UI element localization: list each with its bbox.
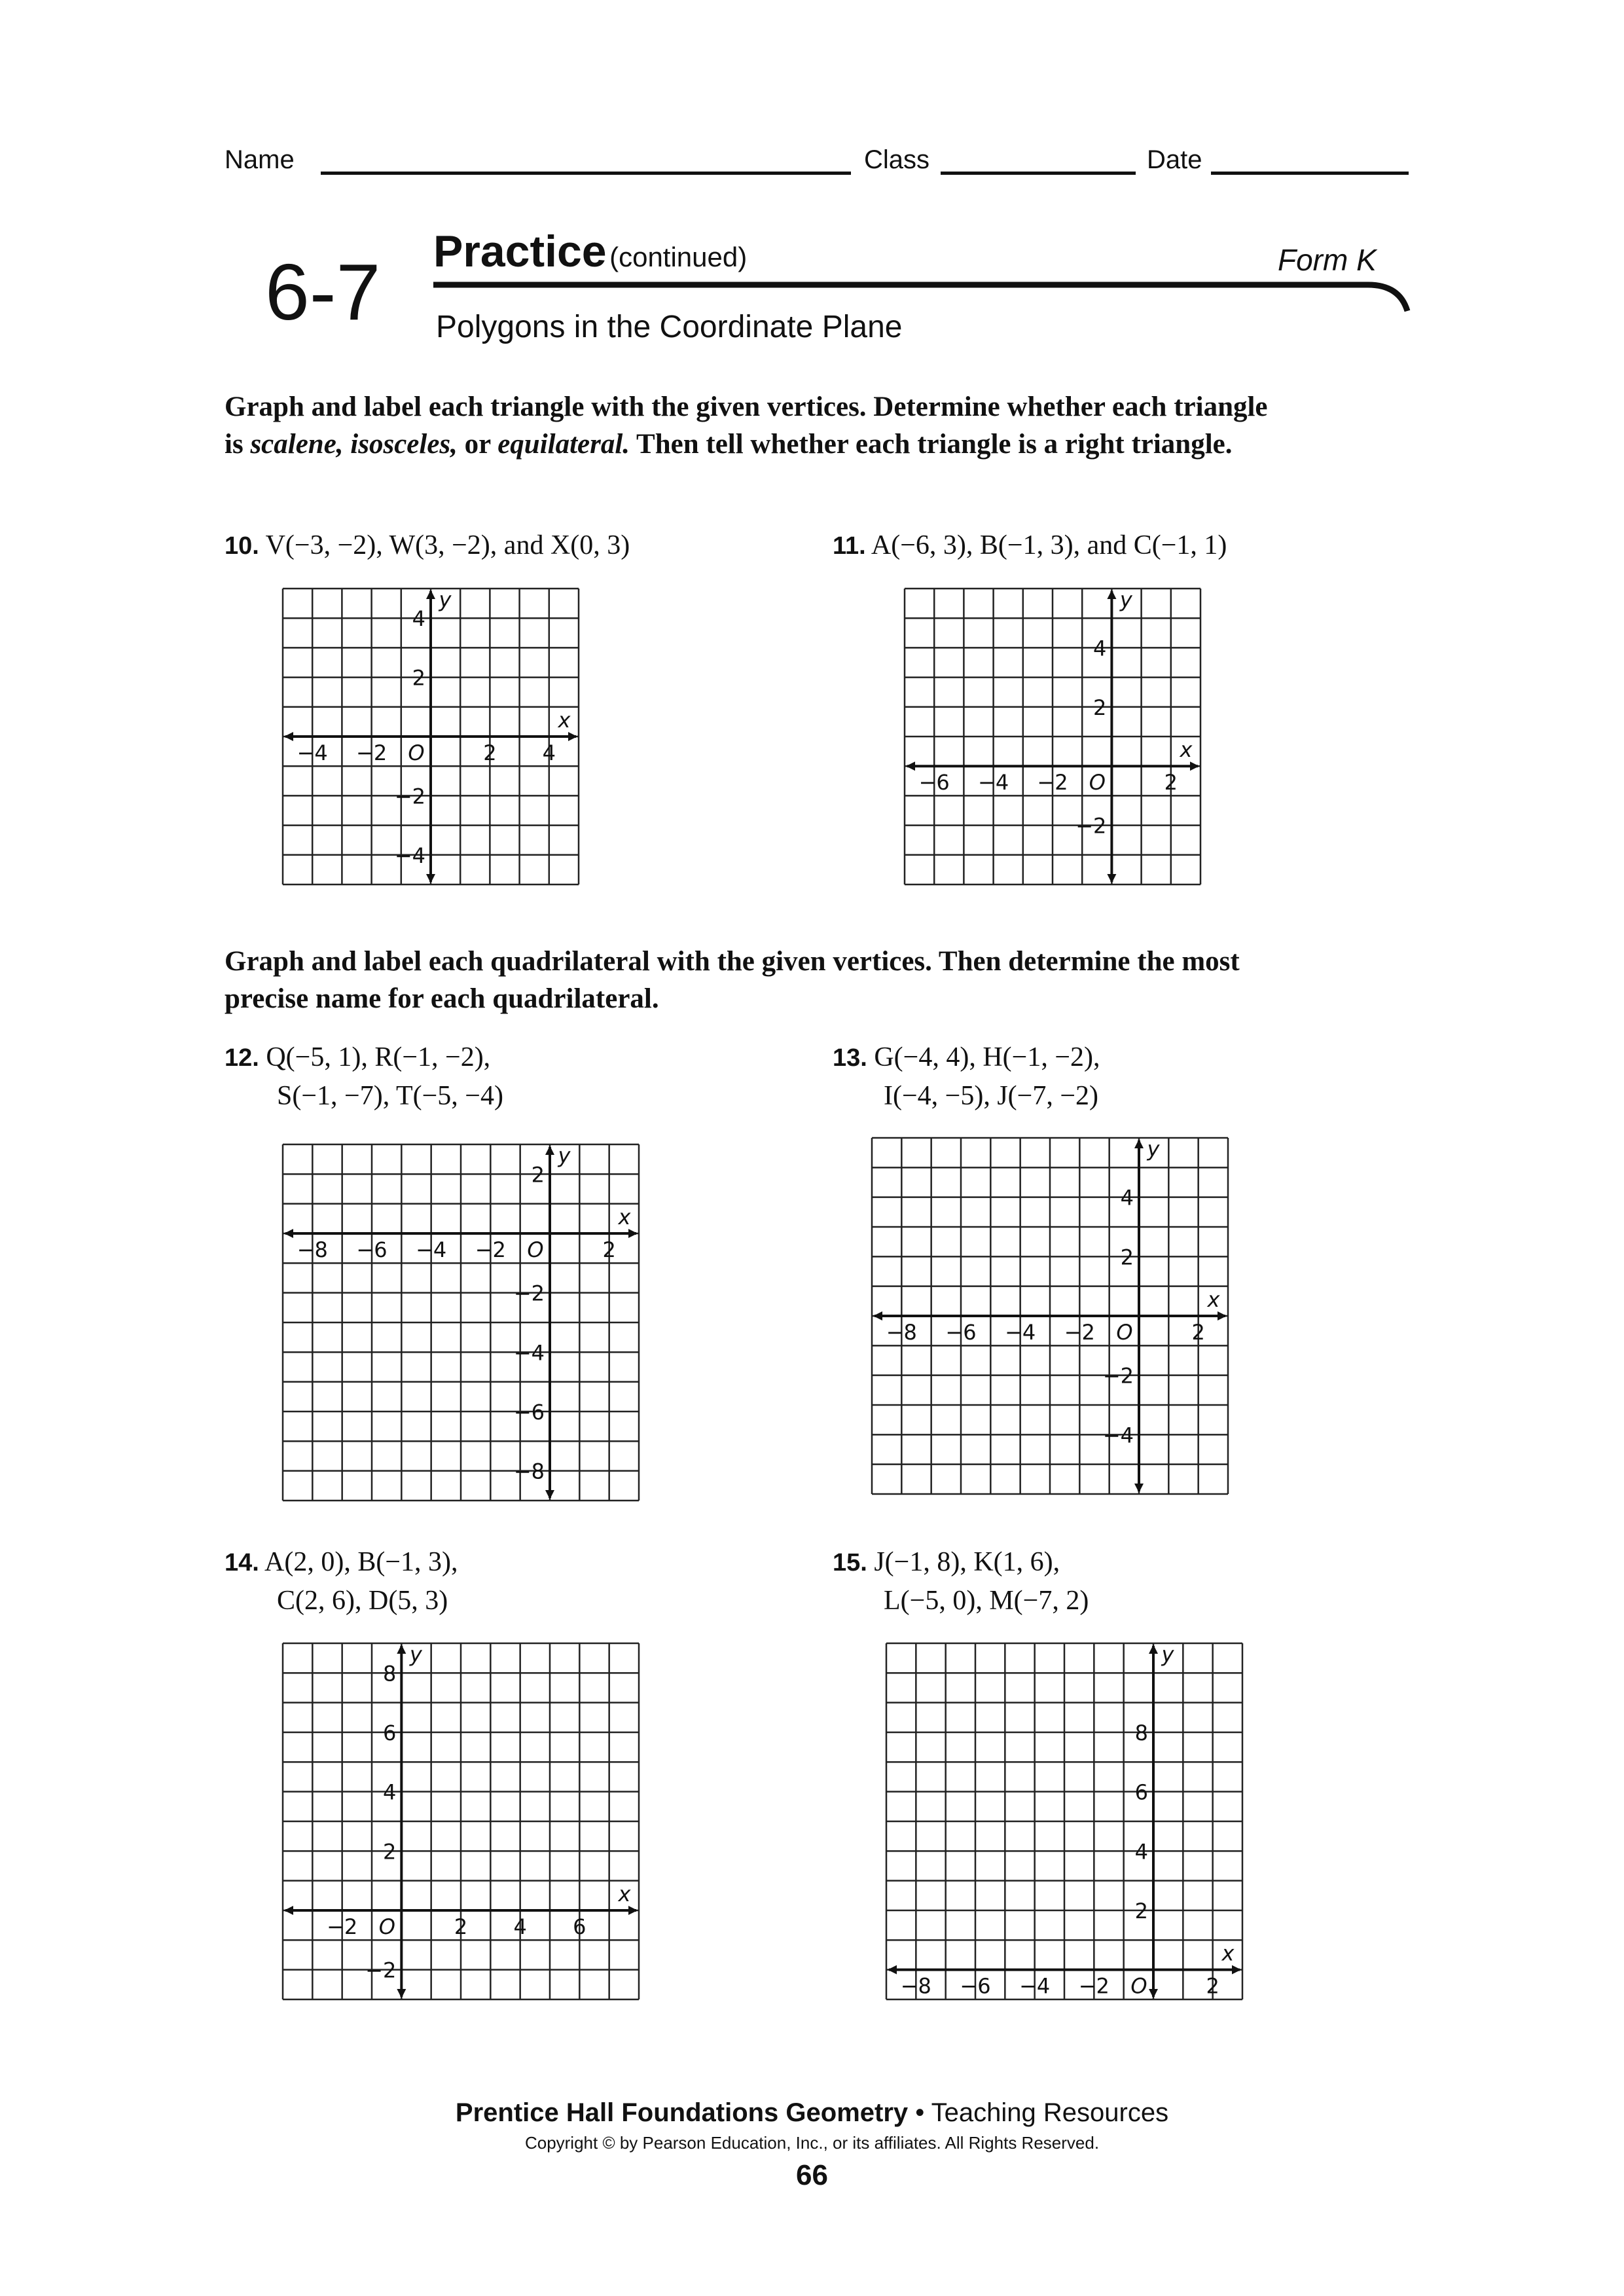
coordinate-grid-15[interactable]: [884, 1641, 1245, 2002]
problem-12: [225, 1038, 503, 1115]
y-axis-arrow-up: [1149, 1645, 1158, 1654]
y-tick-label: 2: [531, 1162, 545, 1188]
problem-vertices-2: S(−1, −7), T(−5, −4): [277, 1081, 503, 1111]
x-tick-label: −6: [945, 1320, 977, 1345]
x-tick-label: −6: [960, 1973, 991, 1999]
x-tick-label: 4: [513, 1914, 527, 1939]
y-tick-label: 4: [382, 1779, 397, 1805]
y-tick-label: 2: [1134, 1899, 1148, 1923]
y-axis-label: y: [1119, 587, 1132, 612]
x-tick-label: −4: [1005, 1320, 1036, 1345]
y-axis-arrow-down: [1107, 874, 1116, 883]
x-tick-label: 4: [542, 740, 556, 765]
x-tick-label: −2: [1078, 1973, 1110, 1999]
y-tick-label: 2: [382, 1839, 397, 1865]
problem-number: 11.: [833, 532, 866, 560]
y-axis-arrow-up: [426, 590, 435, 599]
x-axis-arrow-left: [284, 1906, 293, 1915]
x-axis-arrow-right: [628, 1906, 638, 1915]
x-axis-label: x: [1207, 1287, 1220, 1312]
x-tick-label: 2: [454, 1914, 468, 1939]
origin-label: O: [1130, 1973, 1147, 1999]
origin-label: O: [1089, 770, 1106, 795]
book-title: Prentice Hall Foundations Geometry: [455, 2098, 909, 2127]
y-axis-arrow-up: [397, 1645, 406, 1654]
problem-vertices: V(−3, −2), W(3, −2), and X(0, 3): [265, 530, 630, 560]
lesson-subtitle: Polygons in the Coordinate Plane: [436, 310, 903, 344]
origin-label: O: [1116, 1320, 1133, 1345]
instr-italic-2: equilateral.: [497, 429, 630, 460]
y-tick-label: −2: [1075, 813, 1107, 839]
y-axis-label: y: [558, 1143, 571, 1168]
problem-vertices: A(2, 0), B(−1, 3),: [264, 1547, 458, 1577]
date-label: Date: [1147, 145, 1202, 174]
problem-14: [225, 1543, 458, 1620]
problem-11: [833, 526, 1227, 565]
x-axis-arrow-right: [628, 1229, 638, 1238]
y-tick-label: −2: [513, 1281, 545, 1306]
y-tick-label: −8: [513, 1459, 545, 1484]
x-tick-label: 2: [1206, 1973, 1219, 1999]
y-tick-label: −4: [1102, 1423, 1134, 1448]
coordinate-grid-10[interactable]: [280, 586, 581, 887]
x-axis-arrow-left: [284, 1229, 293, 1238]
y-tick-label: −4: [394, 843, 425, 868]
footer-title: [0, 2098, 1624, 2128]
y-tick-label: 6: [382, 1721, 397, 1745]
x-axis-arrow-right: [1190, 761, 1199, 771]
x-tick-label: −8: [900, 1973, 931, 1999]
coordinate-grid-13[interactable]: [869, 1135, 1231, 1497]
origin-label: O: [408, 740, 425, 765]
practice-heading: [433, 226, 747, 277]
problem-13: [833, 1038, 1100, 1115]
y-tick-label: 2: [1093, 695, 1107, 720]
y-axis-label: y: [1161, 1642, 1174, 1667]
y-axis-label: y: [1147, 1137, 1160, 1161]
problem-10: [225, 526, 630, 565]
y-tick-label: −2: [1102, 1363, 1134, 1389]
y-axis-label: y: [409, 1642, 422, 1667]
x-axis-label: x: [1180, 737, 1193, 763]
x-tick-label: −2: [1037, 770, 1068, 795]
x-axis-arrow-right: [1218, 1311, 1227, 1321]
coordinate-grid-12[interactable]: [280, 1142, 641, 1503]
x-axis-arrow-right: [568, 732, 577, 741]
y-axis-arrow-down: [545, 1490, 554, 1499]
problem-vertices: Q(−5, 1), R(−1, −2),: [266, 1042, 491, 1072]
x-axis-arrow-left: [873, 1311, 882, 1321]
problem-vertices-2: I(−4, −5), J(−7, −2): [884, 1081, 1099, 1111]
x-tick-label: 2: [1164, 770, 1178, 795]
copyright: Copyright © by Pearson Education, Inc., or its affiliates. All Rights Reserved.: [524, 2133, 1100, 2153]
y-tick-label: 4: [1120, 1185, 1134, 1211]
x-axis-label: x: [618, 1882, 631, 1906]
page-number: 66: [796, 2159, 828, 2191]
quadrilateral-instructions: Graph and label each quadrilateral with the given vertices. Then determine the most precise name for each quadrilateral.: [225, 946, 1240, 1014]
x-tick-label: −4: [297, 740, 328, 765]
x-axis-arrow-right: [1232, 1965, 1241, 1975]
x-tick-label: 6: [573, 1914, 586, 1939]
continued-label: (continued): [609, 242, 748, 272]
instr-text-3: Then tell whether each triangle is a right triangle.: [630, 429, 1233, 460]
x-tick-label: −2: [327, 1914, 358, 1939]
y-tick-label: 4: [412, 606, 425, 632]
y-axis-arrow-down: [397, 1989, 406, 1998]
problem-15: [833, 1543, 1089, 1620]
y-tick-label: −6: [513, 1400, 545, 1425]
name-field[interactable]: [321, 172, 851, 175]
resource-label: Teaching Resources: [931, 2098, 1169, 2127]
x-tick-label: −8: [297, 1237, 328, 1262]
y-tick-label: −2: [394, 784, 425, 809]
problem-number: 15.: [833, 1549, 867, 1576]
y-axis-arrow-up: [545, 1146, 554, 1155]
x-axis-arrow-left: [888, 1965, 897, 1975]
date-field[interactable]: [1211, 172, 1409, 175]
x-tick-label: 2: [602, 1237, 616, 1262]
x-tick-label: −2: [1064, 1320, 1095, 1345]
name-label: Name: [225, 145, 295, 174]
x-tick-label: 2: [1191, 1320, 1205, 1345]
problem-vertices: J(−1, 8), K(1, 6),: [874, 1547, 1060, 1577]
y-axis-label: y: [439, 587, 452, 612]
x-tick-label: −2: [475, 1237, 506, 1262]
x-axis-label: x: [618, 1205, 631, 1230]
instr-text-1: Graph and label each triangle with the given vertices. Determine whether each triangle is: [225, 392, 1268, 460]
x-tick-label: −6: [918, 770, 950, 795]
y-tick-label: 2: [1120, 1245, 1134, 1270]
y-axis-arrow-up: [1134, 1139, 1144, 1148]
y-axis-arrow-down: [1134, 1484, 1144, 1493]
problem-vertices: A(−6, 3), B(−1, 3), and C(−1, 1): [871, 530, 1227, 560]
problem-number: 14.: [225, 1549, 259, 1576]
x-tick-label: −4: [978, 770, 1009, 795]
x-axis-label: x: [1221, 1941, 1235, 1966]
y-tick-label: −2: [365, 1958, 397, 1983]
y-axis-arrow-down: [1149, 1989, 1158, 1998]
triangle-instructions: [225, 388, 1285, 463]
problem-vertices-2: L(−5, 0), M(−7, 2): [884, 1586, 1089, 1616]
x-tick-label: −8: [886, 1320, 917, 1345]
x-axis-arrow-left: [284, 732, 293, 741]
coordinate-grid-14[interactable]: [280, 1641, 641, 2002]
x-tick-label: −6: [356, 1237, 388, 1262]
coordinate-grid-11[interactable]: [902, 586, 1203, 887]
problem-number: 10.: [225, 532, 259, 560]
y-tick-label: 8: [382, 1661, 397, 1686]
y-tick-label: 2: [412, 665, 425, 691]
y-tick-label: 6: [1134, 1779, 1148, 1805]
x-tick-label: −2: [356, 740, 388, 765]
y-tick-label: −4: [513, 1340, 545, 1366]
origin-label: O: [527, 1237, 544, 1262]
x-tick-label: 2: [483, 740, 497, 765]
instr-text-2: or: [457, 429, 498, 460]
problem-number: 13.: [833, 1044, 867, 1072]
x-tick-label: −4: [1019, 1973, 1051, 1999]
problem-vertices: G(−4, 4), H(−1, −2),: [874, 1042, 1100, 1072]
x-axis-arrow-left: [906, 761, 915, 771]
lesson-number: 6-7: [265, 247, 381, 337]
footer-bullet: •: [908, 2098, 931, 2127]
problem-vertices-2: C(2, 6), D(5, 3): [277, 1586, 448, 1616]
practice-title: Practice: [433, 227, 607, 276]
y-tick-label: 4: [1134, 1839, 1148, 1865]
form-label: Form K: [1278, 243, 1377, 277]
class-field[interactable]: [941, 172, 1136, 175]
problem-number: 12.: [225, 1044, 259, 1072]
x-tick-label: −4: [416, 1237, 447, 1262]
y-tick-label: 4: [1093, 636, 1107, 661]
instr-italic-1: scalene, isosceles,: [250, 429, 458, 460]
class-label: Class: [864, 145, 930, 174]
x-axis-label: x: [558, 708, 571, 733]
y-axis-arrow-down: [426, 874, 435, 883]
y-axis-arrow-up: [1107, 590, 1116, 599]
origin-label: O: [378, 1914, 395, 1939]
y-tick-label: 8: [1134, 1721, 1148, 1745]
